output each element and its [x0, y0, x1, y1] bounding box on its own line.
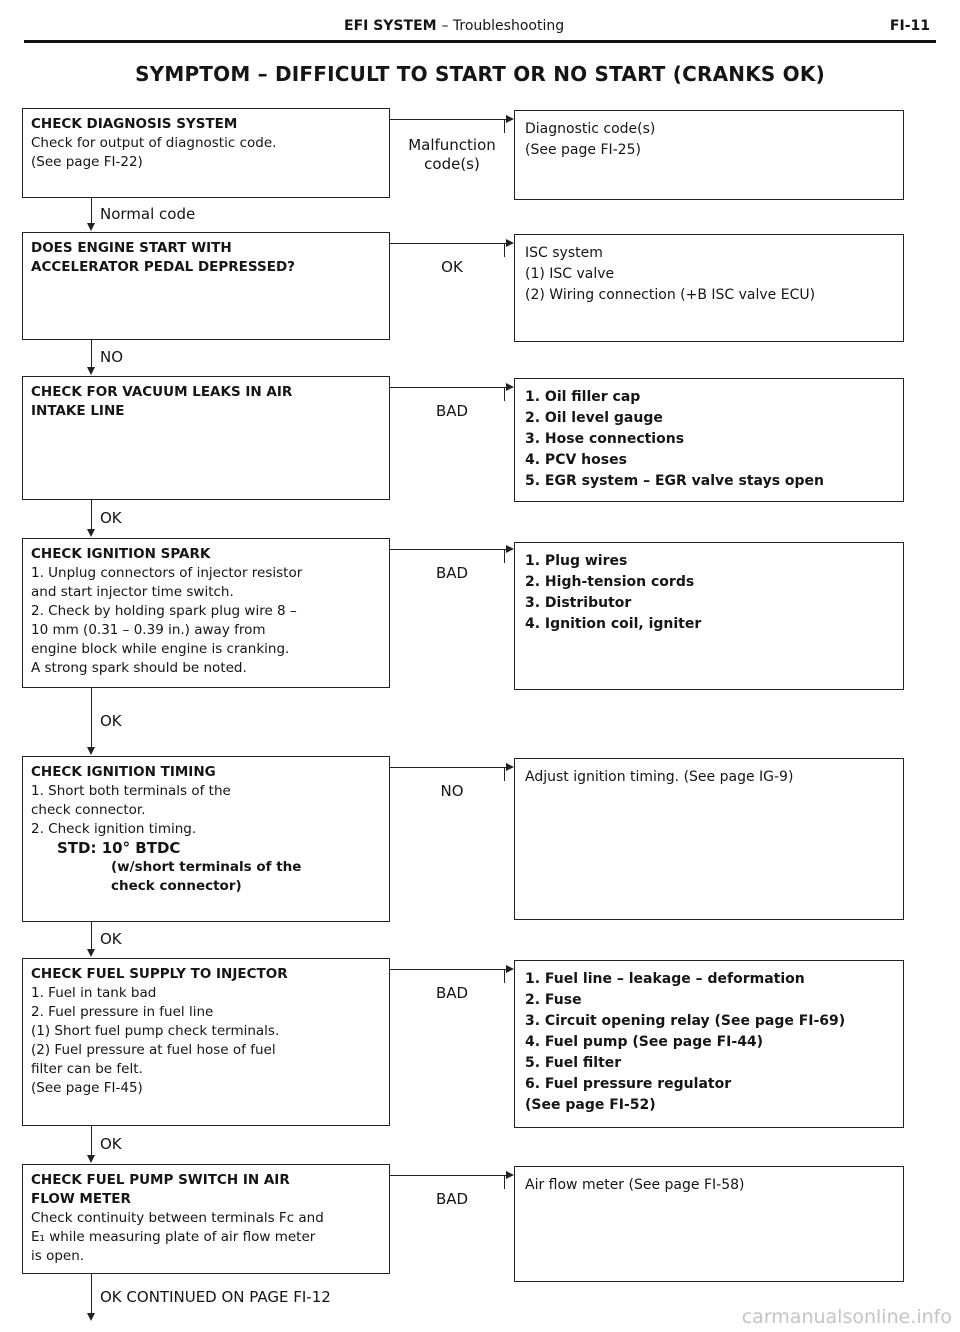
result-box-6 — [514, 960, 904, 1128]
result-line: 5. Fuel filter — [525, 1055, 622, 1071]
result-box-5 — [514, 758, 904, 920]
condition-label — [390, 984, 514, 1003]
result-box-1 — [514, 110, 904, 200]
step-text-line: 1. Unplug connectors of injector resistor — [31, 565, 303, 581]
header-title: EFI SYSTEM – Troubleshooting — [344, 18, 565, 34]
step-text-line: Check for output of diagnostic code. — [31, 135, 277, 151]
flow-line — [91, 198, 92, 224]
step-title: CHECK FUEL PUMP SWITCH IN AIR — [31, 1172, 290, 1188]
flow-arrow — [87, 1313, 95, 1321]
spec-line: check connector) — [111, 878, 242, 894]
connector-line — [504, 767, 505, 781]
step-title: INTAKE LINE — [31, 403, 125, 419]
connector-line — [504, 387, 505, 401]
step-text-line: Check continuity between terminals Fc and — [31, 1210, 324, 1226]
step-box-1 — [22, 108, 390, 198]
flow-line — [91, 340, 92, 368]
step-text-line: filter can be felt. — [31, 1061, 143, 1077]
connector-line — [504, 969, 505, 983]
result-line: 3. Distributor — [525, 595, 632, 611]
result-line: 1. Fuel line – leakage – deformation — [525, 971, 805, 987]
step-text-line: check connector. — [31, 802, 146, 818]
step-title: CHECK FUEL SUPPLY TO INJECTOR — [31, 966, 288, 982]
flow-line — [91, 1126, 92, 1156]
connector-line — [390, 969, 508, 970]
result-box-3 — [514, 378, 904, 502]
condition-text: code(s) — [424, 155, 480, 173]
condition-label — [390, 782, 514, 801]
result-line: 4. Fuel pump (See page FI-44) — [525, 1034, 764, 1050]
step-title: DOES ENGINE START WITH — [31, 240, 232, 256]
watermark: carmanualsonline.info — [741, 1306, 952, 1328]
result-line: 3. Hose connections — [525, 431, 685, 447]
result-line: 2. Fuse — [525, 992, 582, 1008]
condition-text: BAD — [435, 402, 469, 420]
result-line: Adjust ignition timing. (See page IG-9) — [525, 769, 794, 785]
connector-arrow — [506, 239, 514, 247]
connector-line — [390, 243, 508, 244]
result-line: 6. Fuel pressure regulator — [525, 1076, 732, 1092]
step-box-4 — [22, 538, 390, 688]
condition-text: BAD — [435, 1190, 469, 1208]
step-box-5 — [22, 756, 390, 922]
flow-arrow — [87, 223, 95, 231]
result-line: Air flow meter (See page FI-58) — [525, 1177, 745, 1193]
step-title: CHECK DIAGNOSIS SYSTEM — [31, 116, 238, 132]
step-title: CHECK IGNITION SPARK — [31, 546, 211, 562]
result-line: 5. EGR system – EGR valve stays open — [525, 473, 825, 489]
flow-label: OK CONTINUED ON PAGE FI-12 — [100, 1288, 331, 1306]
connector-arrow — [506, 115, 514, 123]
step-text-line: 2. Fuel pressure in fuel line — [31, 1004, 214, 1020]
connector-line — [390, 119, 508, 120]
condition-label — [390, 136, 514, 174]
condition-label — [390, 402, 514, 421]
step-text-line: and start injector time switch. — [31, 584, 234, 600]
step-title: ACCELERATOR PEDAL DEPRESSED? — [31, 259, 295, 275]
step-title: CHECK FOR VACUUM LEAKS IN AIR — [31, 384, 293, 400]
connector-line — [504, 243, 505, 257]
flow-arrow — [87, 1155, 95, 1163]
step-text-line: (1) Short fuel pump check terminals. — [31, 1023, 280, 1039]
step-text-line: (2) Fuel pressure at fuel hose of fuel — [31, 1042, 276, 1058]
step-box-2 — [22, 232, 390, 340]
connector-line — [504, 1175, 505, 1189]
flow-line — [91, 922, 92, 950]
flow-label: OK — [100, 712, 122, 730]
page-number: FI-11 — [889, 18, 930, 34]
result-line: (2) Wiring connection (+B ISC valve ECU) — [525, 287, 816, 303]
step-text-line: (See page FI-45) — [31, 1080, 143, 1096]
spec-line: STD: 10° BTDC — [57, 839, 181, 857]
spec-line: (w/short terminals of the — [111, 859, 302, 875]
result-line: (See page FI-25) — [525, 142, 641, 158]
connector-arrow — [506, 383, 514, 391]
symptom-title: SYMPTOM – DIFFICULT TO START OR NO START (CRANKS OK) — [135, 62, 825, 86]
condition-label — [390, 564, 514, 583]
flow-label: Normal code — [100, 205, 196, 223]
flow-label: OK — [100, 1135, 122, 1153]
flow-label: OK — [100, 509, 122, 527]
step-text-line: 2. Check by holding spark plug wire 8 – — [31, 603, 297, 619]
condition-label — [390, 1190, 514, 1209]
spec-block — [31, 839, 381, 896]
connector-line — [504, 549, 505, 563]
condition-text: BAD — [435, 564, 469, 582]
step-text-line: engine block while engine is cranking. — [31, 641, 290, 657]
flow-arrow — [87, 747, 95, 755]
step-text-line: 1. Fuel in tank bad — [31, 985, 157, 1001]
connector-arrow — [506, 545, 514, 553]
step-text-line: 10 mm (0.31 – 0.39 in.) away from — [31, 622, 266, 638]
step-text-line: 2. Check ignition timing. — [31, 821, 197, 837]
result-line: ISC system — [525, 245, 603, 261]
flow-label: OK — [100, 930, 122, 948]
result-box-2 — [514, 234, 904, 342]
result-line: Diagnostic code(s) — [525, 121, 656, 137]
connector-arrow — [506, 1171, 514, 1179]
step-text-line: A strong spark should be noted. — [31, 660, 247, 676]
result-box-7 — [514, 1166, 904, 1282]
connector-line — [390, 387, 508, 388]
connector-line — [390, 549, 508, 550]
result-line: 1. Plug wires — [525, 553, 628, 569]
condition-text: BAD — [435, 984, 469, 1002]
connector-arrow — [506, 763, 514, 771]
flow-arrow — [87, 367, 95, 375]
step-text-line: 1. Short both terminals of the — [31, 783, 231, 799]
step-text-line: E₁ while measuring plate of air flow meter — [31, 1229, 316, 1245]
flow-line — [91, 1274, 92, 1314]
step-box-6 — [22, 958, 390, 1126]
result-line: 2. Oil level gauge — [525, 410, 663, 426]
step-text-line: (See page FI-22) — [31, 154, 143, 170]
step-title: FLOW METER — [31, 1191, 131, 1207]
result-line: (1) ISC valve — [525, 266, 615, 282]
result-line: 4. Ignition coil, igniter — [525, 616, 702, 632]
flow-line — [91, 688, 92, 748]
flow-label: NO — [100, 348, 124, 366]
result-line: 2. High-tension cords — [525, 574, 695, 590]
result-line: 4. PCV hoses — [525, 452, 627, 468]
result-line: (See page FI-52) — [525, 1097, 656, 1113]
condition-text: Malfunction — [408, 136, 496, 154]
condition-label — [390, 258, 514, 277]
result-line: 3. Circuit opening relay (See page FI-69) — [525, 1013, 846, 1029]
step-text-line: is open. — [31, 1248, 85, 1264]
flow-arrow — [87, 949, 95, 957]
step-box-3 — [22, 376, 390, 500]
condition-text: OK — [441, 258, 463, 276]
flow-line — [91, 500, 92, 530]
flow-arrow — [87, 529, 95, 537]
step-title: CHECK IGNITION TIMING — [31, 764, 216, 780]
connector-line — [390, 1175, 508, 1176]
page-header — [24, 14, 936, 43]
connector-line — [390, 767, 508, 768]
step-box-7 — [22, 1164, 390, 1274]
connector-arrow — [506, 965, 514, 973]
connector-line — [504, 119, 505, 133]
condition-text: NO — [440, 782, 464, 800]
result-box-4 — [514, 542, 904, 690]
result-line: 1. Oil filler cap — [525, 389, 641, 405]
